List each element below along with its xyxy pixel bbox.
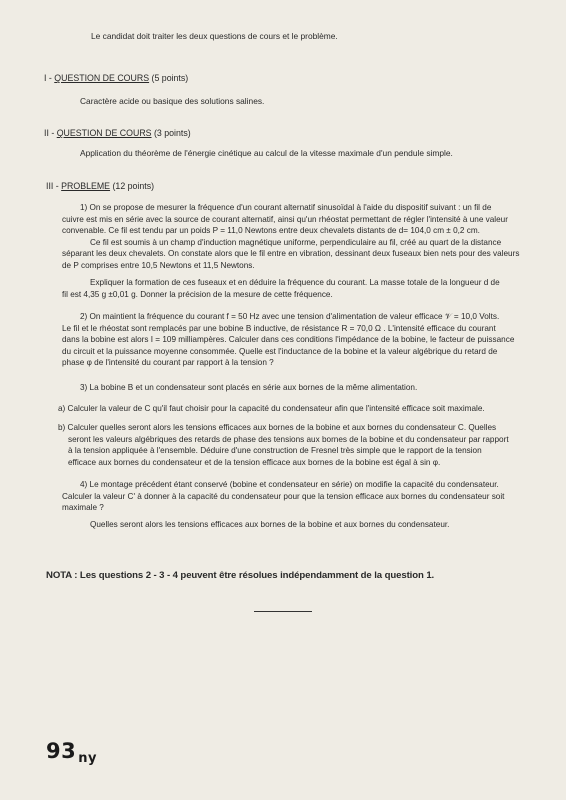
problem-part-3b	[58, 422, 509, 468]
intro-text: Le candidat doit traiter les deux questions de cours et le problème.	[91, 31, 338, 41]
paragraph-line: Le fil et le rhéostat sont remplacés par une bobine B inductive, de résistance R = 70,0 Ω . L'intensité efficace du courant	[62, 323, 496, 333]
problem-part-2	[62, 311, 514, 369]
question-1-title: QUESTION DE COURS	[54, 73, 150, 83]
paragraph-line: dans la bobine est alors I = 109 milliampères. Calculer dans ces conditions l'impédance de la bobine, le facteur de puissance	[62, 335, 515, 344]
problem-points: (12 points)	[110, 181, 155, 191]
paragraph-line: b) Calculer quelles seront alors les tensions efficaces aux bornes de la bobine et aux bornes du condensateur C. Quelles	[58, 423, 497, 432]
paragraph-line: 1) On se propose de mesurer la fréquence d'un courant alternatif sinusoïdal à l'aide du dispositif suivant : un fil de	[80, 203, 492, 212]
paragraph-line: maximale ?	[62, 503, 104, 512]
question-1-heading	[44, 73, 188, 83]
page-code	[46, 739, 97, 766]
paragraph-line: a) Calculer la valeur de C qu'il faut choisir pour la capacité du condensateur afin que l'intensité efficace soit maximale.	[58, 404, 485, 413]
question-2-number: II -	[44, 128, 57, 138]
paragraph-line: Ce fil est soumis à un champ d'induction magnétique uniforme, perpendiculaire au fil, créé au quart de la distance	[90, 237, 502, 247]
paragraph-line: efficace aux bornes du condensateur et de la tension efficace aux bornes de la bobine est égal à sin φ.	[68, 457, 441, 467]
paragraph-line: 4) Le montage précédent étant conservé (bobine et condensateur en série) on modifie la capacité du condensateur.	[80, 480, 499, 489]
paragraph-line: seront les valeurs algébriques des retards de phase des tensions aux bornes de la bobine et du condensateur par rapport	[68, 434, 509, 444]
page-code-number: 93	[46, 739, 77, 763]
problem-part-3	[80, 382, 417, 394]
question-2-points: (3 points)	[151, 128, 191, 138]
paragraph-line: 2) On maintient la fréquence du courant f = 50 Hz avec une tension d'alimentation de valeur efficace 𝒱 = 10,0 Volts.	[80, 312, 500, 321]
question-1-points: (5 points)	[149, 73, 189, 83]
paragraph-line: de P comprises entre 10,5 Newtons et 11,5 Newtons.	[62, 260, 255, 270]
problem-title: PROBLEME	[61, 181, 111, 191]
paragraph-line: fil est 4,35 g ±0,01 g. Donner la précision de la mesure de cette fréquence.	[62, 289, 333, 299]
problem-heading	[46, 181, 154, 191]
paragraph-line: Calculer la valeur C' à donner à la capacité du condensateur pour que la tension efficace aux bornes du condensateur soit	[62, 491, 505, 501]
problem-part-3a	[58, 403, 485, 415]
paragraph-line: cuivre est mis en série avec la source de courant alternatif, ainsi qu'un rhéostat permettant de régler l'intensité à une valeur	[62, 214, 508, 224]
page-code-suffix: ny	[78, 751, 97, 766]
paragraph-line: 3) La bobine B et un condensateur sont placés en série aux bornes de la même alimentation.	[80, 383, 418, 392]
paragraph-line: convenable. Ce fil est tendu par un poids P = 11,0 Newtons entre deux chevalets distants de d= 104,0 cm ± 0,2 cm.	[62, 226, 480, 235]
question-2-title: QUESTION DE COURS	[56, 128, 152, 138]
question-1-text: Caractère acide ou basique des solutions salines.	[80, 96, 265, 106]
paragraph-line: Quelles seront alors les tensions efficaces aux bornes de la bobine et aux bornes du condensateur.	[90, 520, 450, 529]
paragraph-line: Expliquer la formation de ces fuseaux et en déduire la fréquence du courant. La masse totale de la longueur d de	[90, 278, 500, 287]
problem-part-4	[62, 479, 504, 514]
problem-part-1	[62, 202, 519, 271]
paragraph-line: séparant les deux chevalets. On constate alors que le fil entre en vibration, dessinant deux fuseaux bien nets pour des valeurs	[62, 249, 520, 258]
question-1-number: I -	[44, 73, 55, 83]
paragraph-line: phase φ de l'intensité du courant par rapport à la tension ?	[62, 358, 274, 367]
problem-part-4-question	[90, 519, 449, 531]
paragraph-line: à la tension appliquée à l'ensemble. Déduire d'une construction de Fresnel très simple que le rapport de la tension	[68, 446, 482, 455]
nota-note: NOTA : Les questions 2 - 3 - 4 peuvent être résolues indépendamment de la question 1.	[46, 570, 435, 581]
problem-part-1-question	[62, 277, 500, 300]
end-rule	[254, 611, 312, 612]
question-2-text: Application du théorème de l'énergie cinétique au calcul de la vitesse maximale d'un pendule simple.	[80, 148, 453, 158]
paragraph-line: du circuit et la puissance moyenne consommée. Quelle est l'inductance de la bobine et la valeur algébrique du retard de	[62, 346, 498, 356]
question-2-heading	[44, 128, 191, 138]
problem-number: III -	[46, 181, 62, 191]
